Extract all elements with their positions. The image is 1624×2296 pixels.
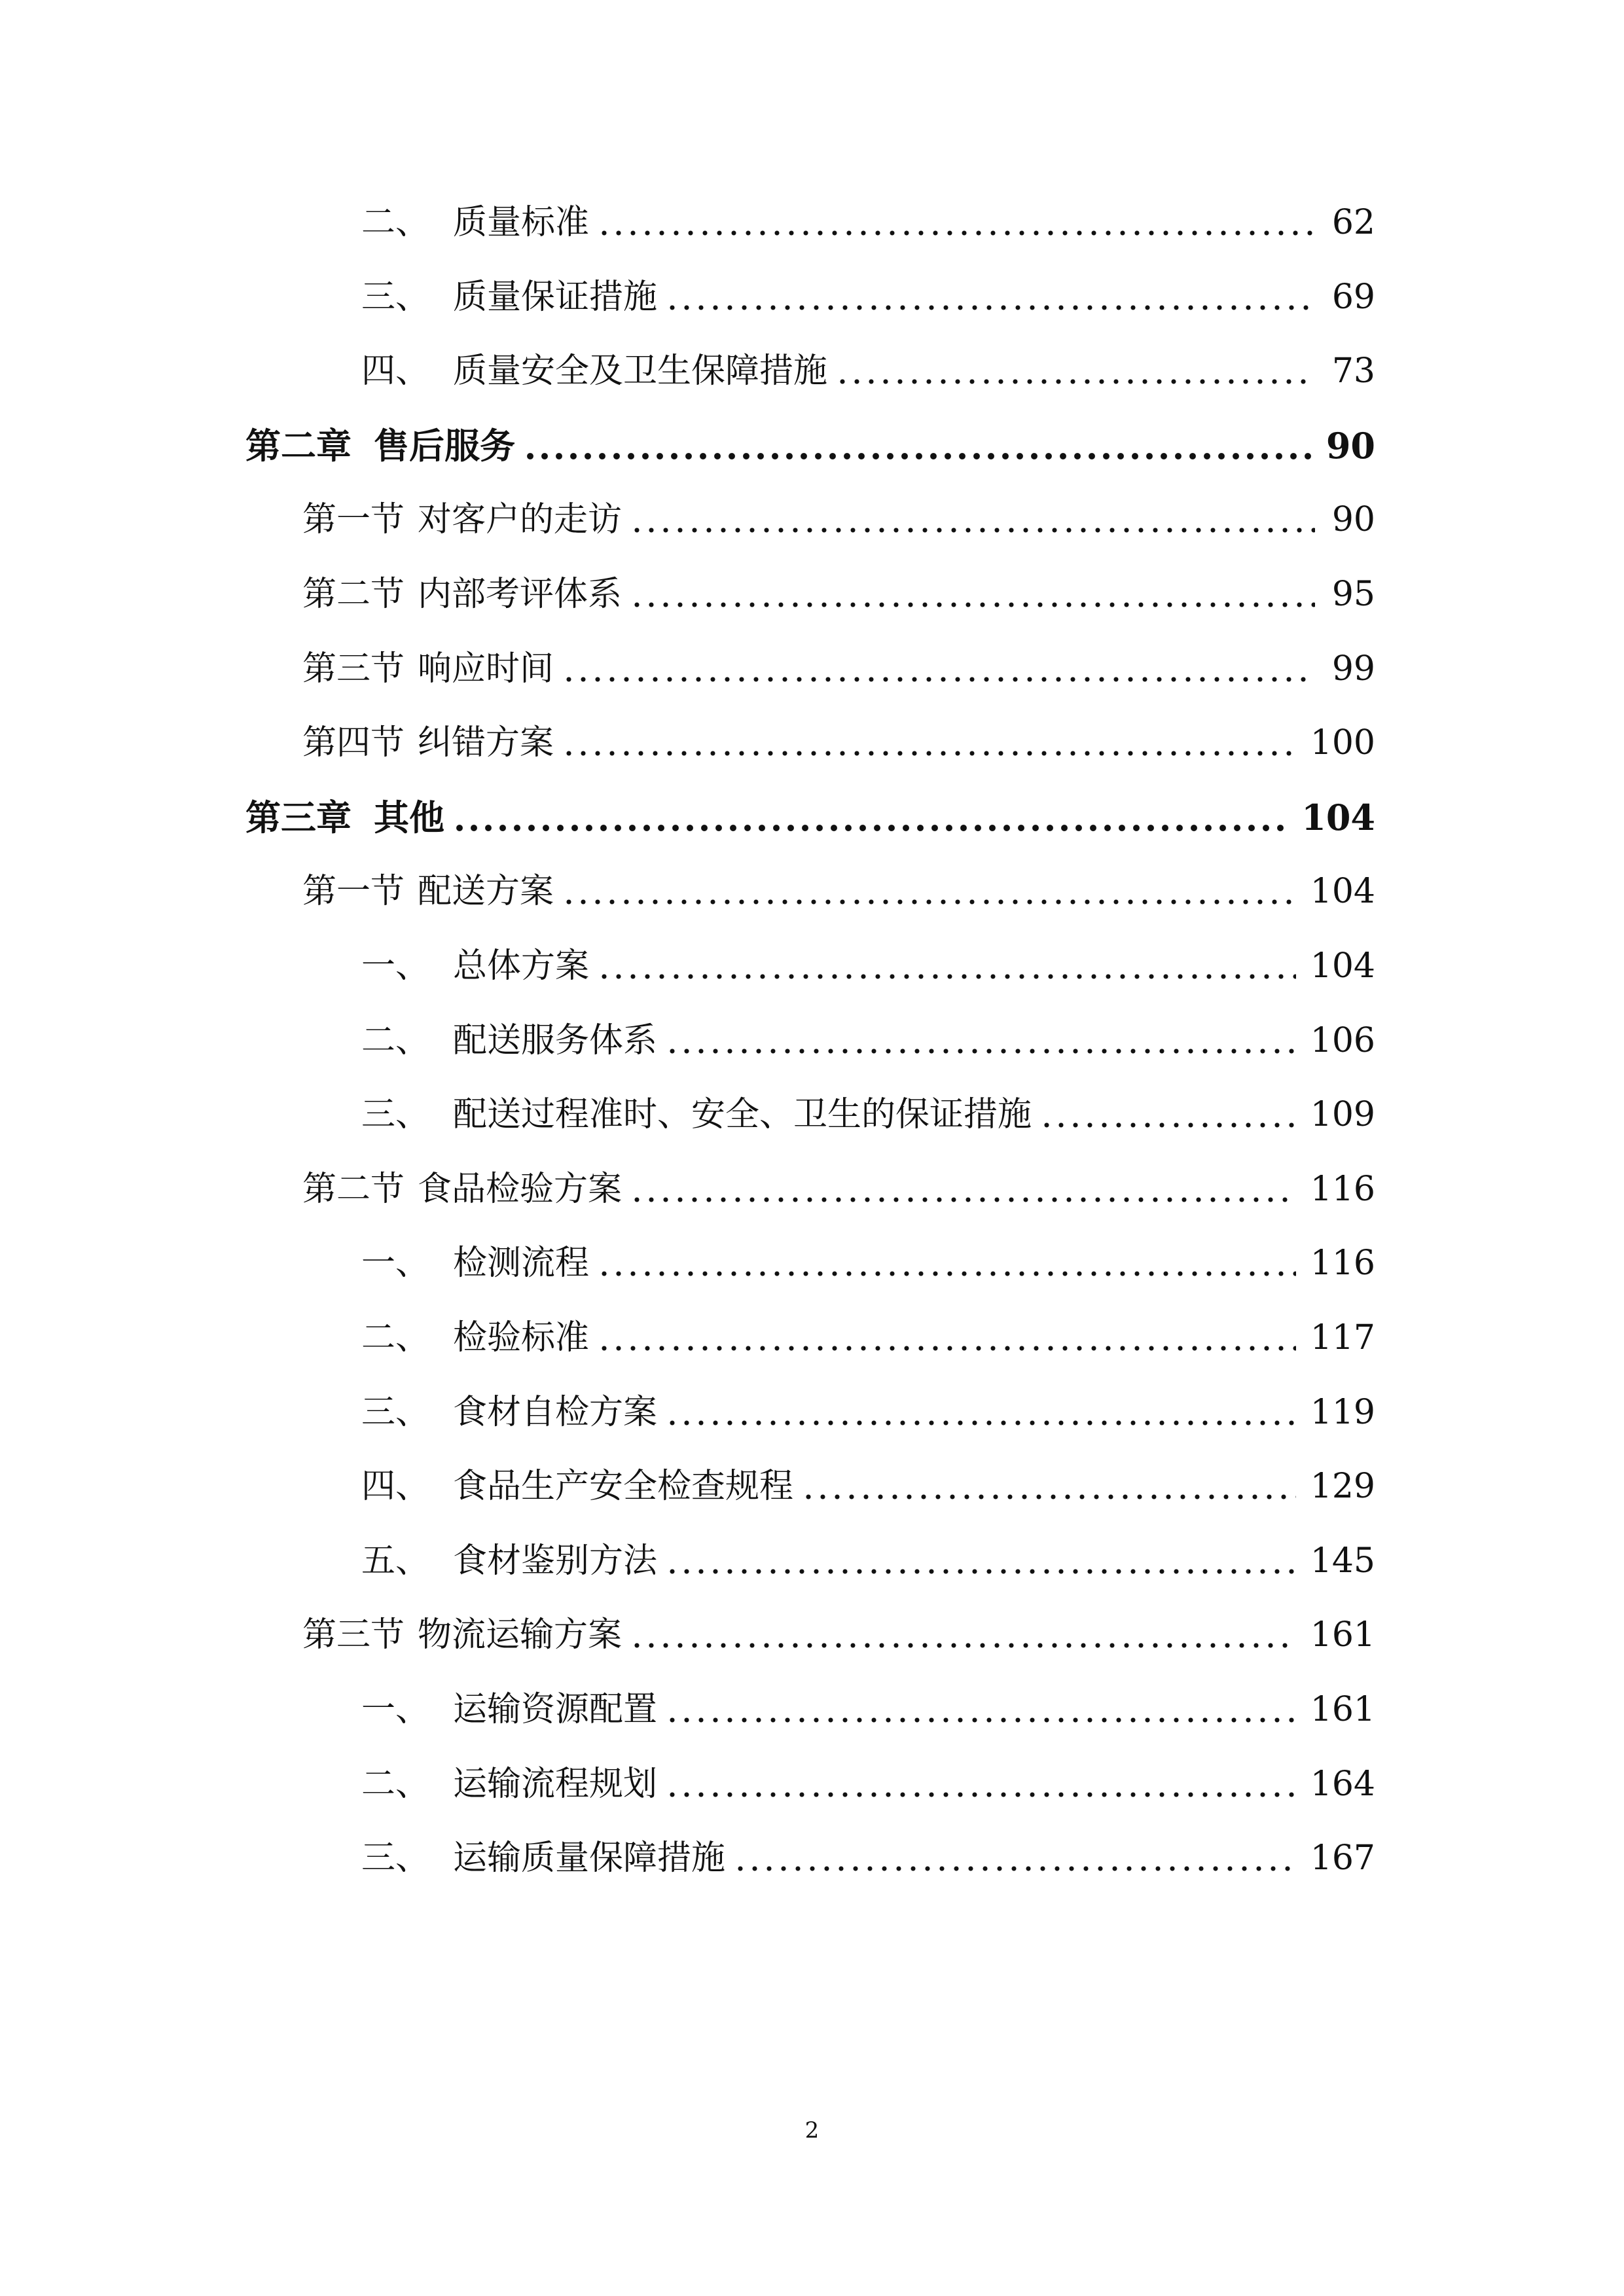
dot-leader (835, 378, 1315, 385)
dot-leader (562, 899, 1296, 905)
toc-entry-title: 配送服务体系 (453, 1021, 658, 1060)
dot-leader (665, 1420, 1296, 1426)
toc-entry-number: 一、 (361, 946, 430, 986)
toc-entry-number: 第二节 (302, 575, 405, 614)
toc-entry[interactable] (302, 565, 1375, 624)
dot-leader (562, 750, 1296, 757)
dot-leader (665, 1717, 1296, 1723)
toc-entry[interactable] (361, 1457, 1375, 1516)
toc-entry-number: 第二章 (245, 425, 352, 467)
toc-entry[interactable] (302, 1160, 1375, 1219)
toc-entry-title: 运输流程规划 (453, 1765, 658, 1804)
toc-entry-page: 90 (1326, 425, 1375, 467)
toc-entry-title: 配送方案 (418, 872, 554, 911)
dot-leader (630, 1642, 1296, 1649)
toc-entry-number: 二、 (361, 1318, 430, 1357)
toc-entry-number: 四、 (361, 351, 430, 391)
toc-entry[interactable] (245, 416, 1375, 475)
toc-entry[interactable] (302, 490, 1375, 549)
toc-entry-number: 第三节 (302, 1615, 405, 1655)
toc-entry-page: 116 (1310, 1170, 1375, 1209)
toc-entry[interactable] (361, 1755, 1375, 1814)
dot-leader (630, 527, 1315, 533)
toc-entry[interactable] (361, 342, 1375, 401)
toc-entry-page: 161 (1310, 1690, 1375, 1729)
toc-entry-page: 100 (1310, 723, 1375, 762)
toc-entry[interactable] (302, 862, 1375, 921)
dot-leader (597, 1270, 1296, 1277)
toc-entry[interactable] (245, 788, 1375, 847)
dot-leader (733, 1865, 1296, 1872)
toc-entry-title: 质量保证措施 (453, 278, 658, 317)
toc-entry-page: 104 (1310, 872, 1375, 911)
toc-entry-title: 质量标准 (453, 203, 590, 242)
dot-leader (665, 1568, 1296, 1575)
toc-entry-page: 62 (1331, 203, 1375, 242)
toc-entry[interactable] (361, 1680, 1375, 1739)
dot-leader (562, 676, 1315, 683)
toc-entry-number: 第二节 (302, 1170, 405, 1209)
toc-entry-title: 对客户的走访 (418, 500, 623, 539)
dot-leader (523, 453, 1312, 459)
toc-entry-number: 第一节 (302, 500, 405, 539)
toc-entry-title: 内部考评体系 (418, 575, 623, 614)
toc-entry-number: 三、 (361, 1839, 430, 1878)
dot-leader (630, 601, 1315, 608)
toc-entry-number: 二、 (361, 203, 430, 242)
toc-entry-page: 164 (1310, 1765, 1375, 1804)
toc-entry-number: 三、 (361, 278, 430, 317)
toc-entry[interactable] (361, 193, 1375, 252)
toc-entry-number: 三、 (361, 1095, 430, 1134)
toc-entry-page: 129 (1310, 1467, 1375, 1506)
toc-entry-page: 99 (1331, 649, 1375, 689)
toc-entry-number: 第一节 (302, 872, 405, 911)
toc-entry-page: 73 (1331, 351, 1375, 391)
toc-entry-number: 三、 (361, 1393, 430, 1432)
toc-entry-page: 109 (1310, 1095, 1375, 1134)
toc-entry-title: 总体方案 (453, 946, 590, 986)
toc-entry-number: 四、 (361, 1467, 430, 1506)
toc-entry-title: 纠错方案 (418, 723, 554, 762)
toc-entry-page: 161 (1310, 1615, 1375, 1655)
toc-entry[interactable] (361, 1234, 1375, 1293)
dot-leader (1039, 1122, 1296, 1128)
toc-entry-title: 检测流程 (453, 1244, 590, 1283)
toc-entry-title: 检验标准 (453, 1318, 590, 1357)
toc-entry-title: 响应时间 (418, 649, 554, 689)
toc-entry-page: 90 (1331, 500, 1375, 539)
toc-entry-page: 145 (1310, 1541, 1375, 1581)
toc-entry-number: 一、 (361, 1244, 430, 1283)
toc-entry[interactable] (361, 1829, 1375, 1888)
dot-leader (801, 1494, 1296, 1500)
dot-leader (665, 1048, 1296, 1054)
dot-leader (597, 973, 1296, 980)
toc-entry[interactable] (361, 1085, 1375, 1144)
dot-leader (597, 230, 1315, 236)
toc-entry-title: 食品生产安全检查规程 (453, 1467, 794, 1506)
dot-leader (597, 1345, 1296, 1352)
toc-entry-number: 二、 (361, 1021, 430, 1060)
toc-entry-number: 二、 (361, 1765, 430, 1804)
toc-entry-title: 配送过程准时、安全、卫生的保证措施 (453, 1095, 1032, 1134)
toc-entry-page: 106 (1310, 1021, 1375, 1060)
toc-entry[interactable] (361, 937, 1375, 996)
toc-entry[interactable] (302, 713, 1375, 772)
toc-entry-title: 食材鉴别方法 (453, 1541, 658, 1581)
dot-leader (630, 1196, 1296, 1203)
toc-entry-title: 运输质量保障措施 (453, 1839, 726, 1878)
toc-entry[interactable] (361, 268, 1375, 327)
toc-entry-number: 五、 (361, 1541, 430, 1581)
toc-entry[interactable] (361, 1011, 1375, 1070)
toc-entry-title: 售后服务 (374, 425, 515, 467)
toc-entry-number: 第四节 (302, 723, 405, 762)
toc-entry-page: 95 (1331, 575, 1375, 614)
page-number: 2 (804, 2117, 820, 2144)
toc-entry[interactable] (361, 1383, 1375, 1442)
toc-entry[interactable] (302, 639, 1375, 698)
toc-entry-page: 167 (1310, 1839, 1375, 1878)
toc-entry-title: 食材自检方案 (453, 1393, 658, 1432)
toc-entry-page: 69 (1331, 278, 1375, 317)
toc-entry[interactable] (302, 1605, 1375, 1664)
dot-leader (452, 825, 1287, 831)
toc-entry-title: 其他 (374, 797, 444, 838)
toc-entry-title: 食品检验方案 (418, 1170, 623, 1209)
dot-leader (665, 1791, 1296, 1798)
toc-entry-number: 第三章 (245, 797, 352, 838)
toc-entry[interactable] (361, 1532, 1375, 1590)
toc-entry-title: 质量安全及卫生保障措施 (453, 351, 828, 391)
toc-entry-title: 运输资源配置 (453, 1690, 658, 1729)
toc-entry-page: 117 (1310, 1318, 1375, 1357)
toc-entry-number: 第三节 (302, 649, 405, 689)
toc-entry-page: 119 (1310, 1393, 1375, 1432)
toc-entry-page: 104 (1310, 946, 1375, 986)
toc-entry-title: 物流运输方案 (418, 1615, 623, 1655)
toc-entry-number: 一、 (361, 1690, 430, 1729)
toc-entry-page: 116 (1310, 1244, 1375, 1283)
toc-entry-page: 104 (1301, 797, 1375, 838)
dot-leader (665, 304, 1315, 311)
toc-entry[interactable] (361, 1308, 1375, 1367)
